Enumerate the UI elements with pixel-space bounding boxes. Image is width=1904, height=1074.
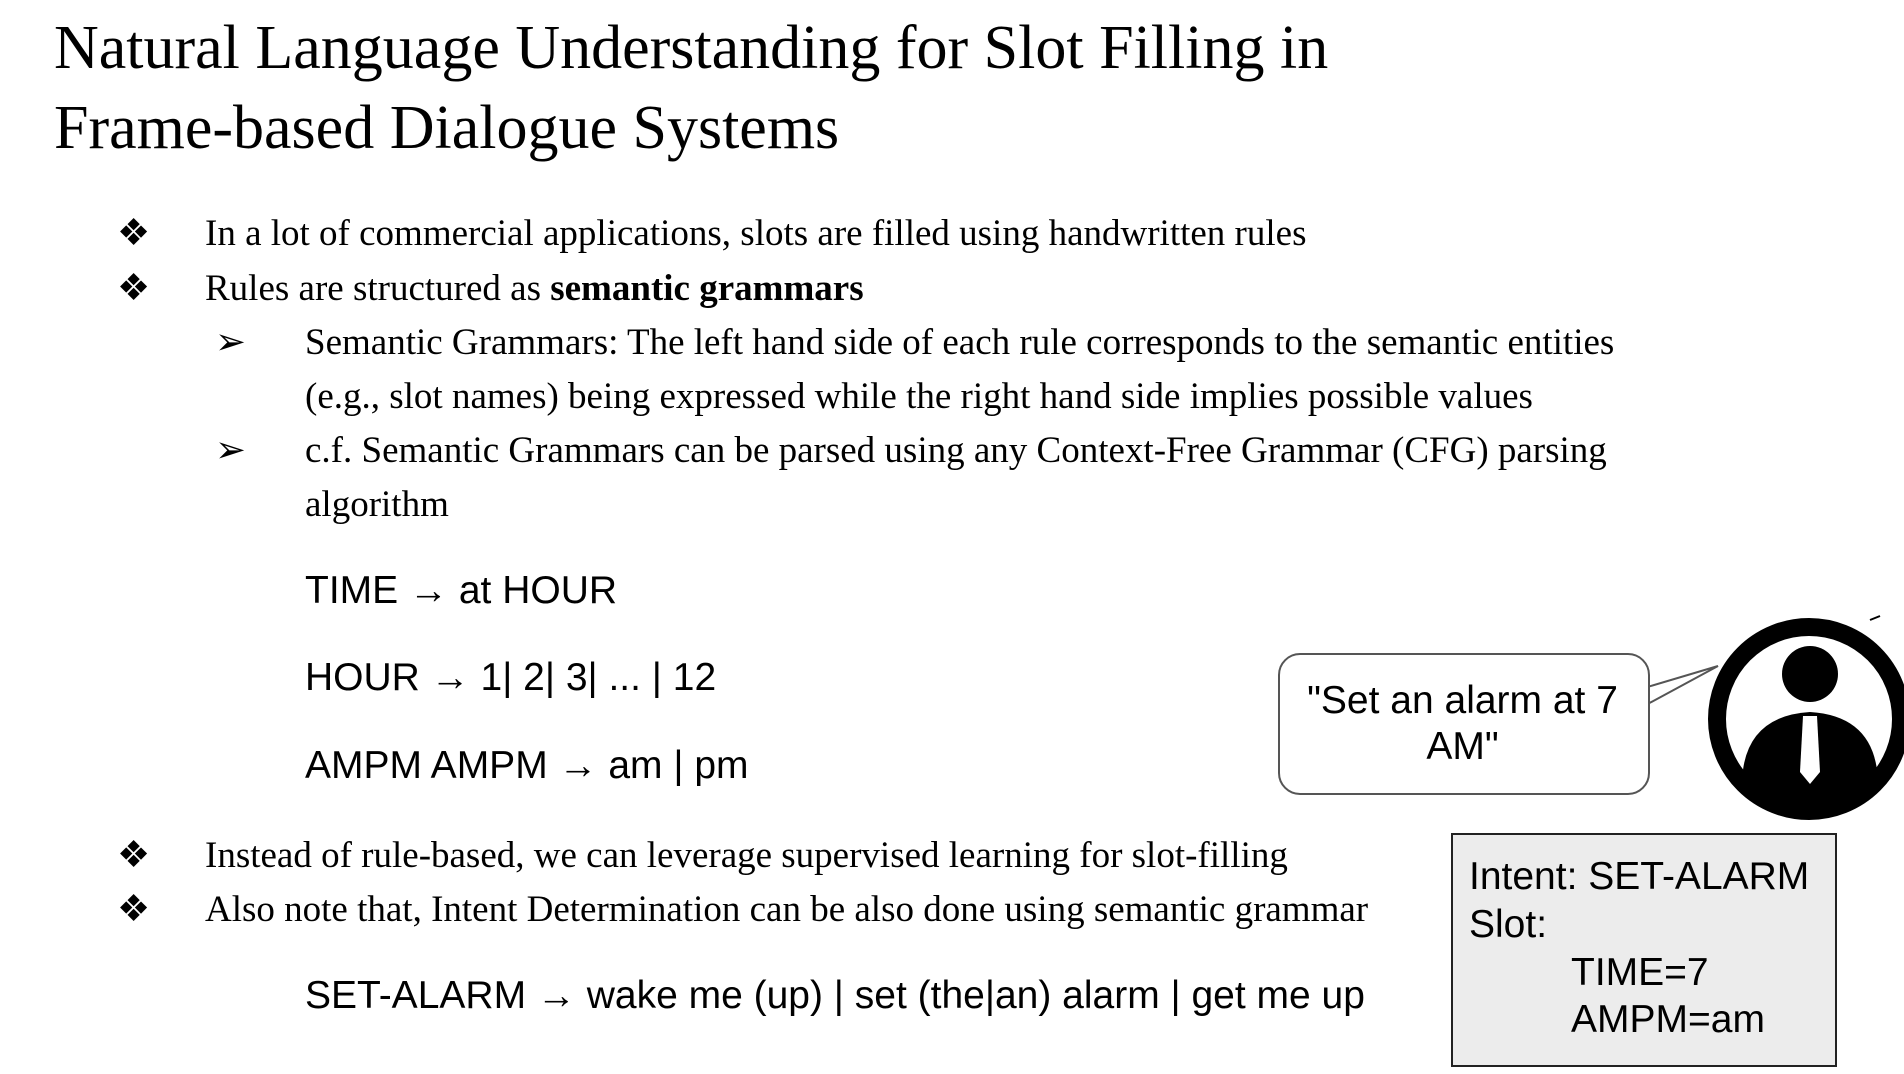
title-line-2: Frame-based Dialogue Systems bbox=[54, 94, 840, 162]
title-line-1: Natural Language Understanding for Slot Filling in bbox=[54, 14, 1329, 82]
grammar-rule-hour: HOUR → 1| 2| 3| ... | 12 bbox=[305, 656, 717, 699]
bullet-text bbox=[205, 262, 864, 316]
bullet-text: In a lot of commercial applications, slots are filled using handwritten rules bbox=[205, 213, 1307, 254]
diamond-bullet-icon: ❖ bbox=[117, 889, 151, 930]
diamond-bullet-icon: ❖ bbox=[117, 835, 151, 876]
sub-bullet-text-line2: algorithm bbox=[305, 484, 449, 525]
speech-bubble-text: "Set an alarm at 7 AM" bbox=[1307, 679, 1618, 768]
grammar-rule-ampm: AMPM AMPM → am | pm bbox=[305, 744, 749, 787]
sub-bullet-text-line1: c.f. Semantic Grammars can be parsed using any Context-Free Grammar (CFG) parsing bbox=[305, 430, 1607, 471]
slot-label: Slot: bbox=[1469, 903, 1548, 946]
arrowhead-bullet-icon: ➢ bbox=[215, 322, 247, 363]
arrowhead-bullet-icon: ➢ bbox=[215, 430, 247, 471]
slot-value-ampm: AMPM=am bbox=[1571, 998, 1765, 1041]
person-avatar-icon bbox=[1706, 612, 1904, 822]
bullet-text-prefix: Rules are structured as bbox=[205, 268, 551, 309]
bullet-text: Instead of rule-based, we can leverage supervised learning for slot-filling bbox=[205, 835, 1288, 876]
bullet-text-bold: semantic grammars bbox=[550, 268, 864, 309]
intent-label: Intent: SET-ALARM bbox=[1469, 855, 1810, 898]
sub-bullet-text-line2: (e.g., slot names) being expressed while the right hand side implies possible values bbox=[305, 376, 1533, 417]
slide-title bbox=[54, 8, 1854, 168]
slot-value-time: TIME=7 bbox=[1571, 951, 1709, 994]
grammar-rule-set-alarm: SET-ALARM → wake me (up) | set (the|an) alarm | get me up bbox=[305, 974, 1365, 1017]
grammar-rule-time: TIME → at HOUR bbox=[305, 569, 618, 612]
diamond-bullet-icon: ❖ bbox=[117, 213, 151, 254]
bullet-text: Also note that, Intent Determination can be also done using semantic grammar bbox=[205, 889, 1369, 930]
diamond-bullet-icon: ❖ bbox=[117, 268, 151, 309]
sub-bullet-text-line1: Semantic Grammars: The left hand side of each rule corresponds to the semantic entities bbox=[305, 322, 1615, 363]
